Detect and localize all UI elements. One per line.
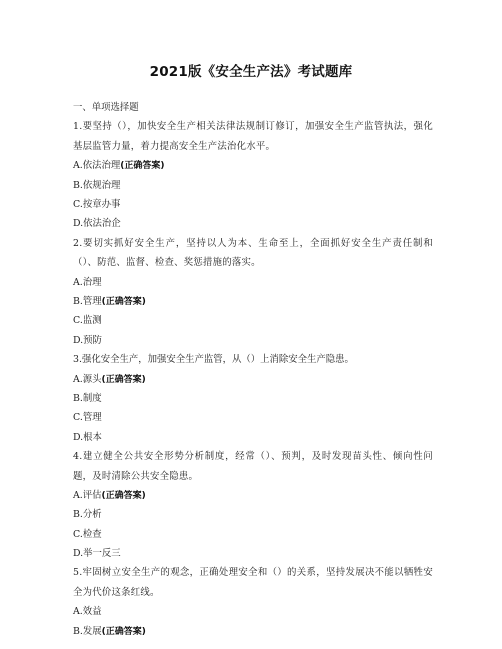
question-stem: 4.建立健全公共安全形势分析制度，经常（）、预判，及时发现苗头性、倾向性问题，及时清除公共安全隐患。 [73,451,433,482]
correct-answer-tag: (正确答案) [101,490,146,501]
option-text: A.源头 [73,373,102,385]
option-text: A.依法治理 [73,160,121,172]
option-text: B.管理 [73,295,102,307]
question-stem: 2.要切实抓好安全生产，坚持以人为本、生命至上，全面抓好安全生产责任制和（）、防范、监督、检查、奖惩措施的落实。 [73,237,433,269]
option: B.分析 [73,509,102,521]
question-stem: 3.强化安全生产，加强安全生产监管，从（）上消除安全生产隐患。 [73,354,354,366]
option: C.按章办事 [73,198,121,210]
option-correct [73,292,433,311]
option: C.检查 [73,528,102,540]
section-heading: 一、单项选择题 [73,102,139,113]
option: B.依规治理 [73,179,121,191]
option-correct [73,156,433,175]
option: B.制度 [73,392,102,404]
option: D.依法治企 [73,218,121,230]
document-title: 2021版《安全生产法》考试题库 [149,64,353,80]
option: D.举一反三 [73,548,121,560]
option-text: B.发展 [73,625,102,637]
document-body [73,98,433,641]
option: A.效益 [73,606,102,618]
correct-answer-tag: (正确答案) [101,626,146,637]
option-correct [73,370,433,389]
correct-answer-tag: (正确答案) [101,374,146,385]
option-text: A.评估 [73,489,102,501]
option: C.管理 [73,412,102,424]
correct-answer-tag: (正确答案) [101,296,146,307]
option: D.根本 [73,431,102,443]
option: D.预防 [73,334,102,346]
question-stem: 1.要坚持（），加快安全生产相关法律法规制订修订，加强安全生产监管执法，强化基层监管力量，着力提高安全生产法治化水平。 [73,121,433,152]
option-correct [73,486,433,505]
option: C.监测 [73,315,102,327]
option-correct [73,622,433,641]
option: A.治理 [73,276,102,288]
correct-answer-tag: (正确答案) [120,161,165,172]
question-stem: 5.牢固树立安全生产的观念，正确处理安全和（）的关系，坚持发展决不能以牺牲安全为代价这条红线。 [73,567,433,598]
